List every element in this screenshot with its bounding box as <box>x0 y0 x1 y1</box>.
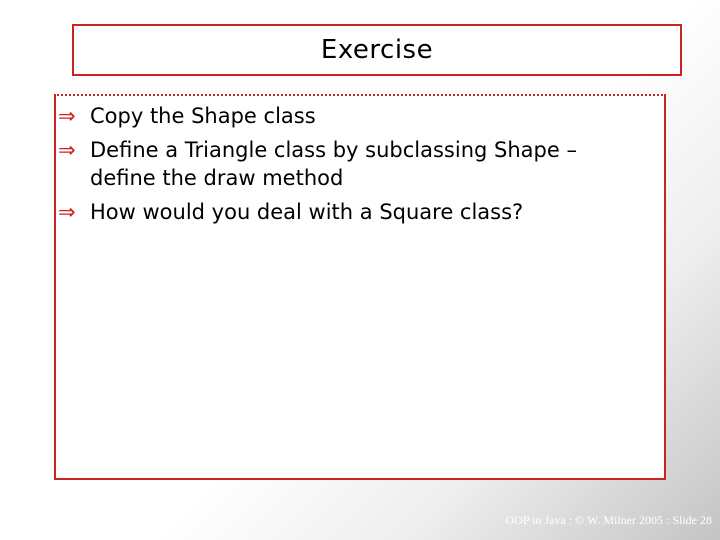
bullet-text: How would you deal with a Square class? <box>90 200 524 224</box>
arrow-bullet-icon: ⇒ <box>58 200 76 224</box>
bullet-item <box>58 136 648 192</box>
title-box <box>72 24 682 76</box>
arrow-bullet-icon: ⇒ <box>58 104 76 128</box>
slide-footer: OOP in Java : © W. Milner 2005 : Slide 28 <box>505 513 712 527</box>
slide-title: Exercise <box>320 35 434 65</box>
bullet-text: Copy the Shape class <box>90 104 316 128</box>
bullet-list <box>58 102 648 232</box>
bullet-item <box>58 102 648 130</box>
bullet-item <box>58 198 648 226</box>
bullet-text: Define a Triangle class by subclassing Shape – define the draw method <box>90 138 577 190</box>
arrow-bullet-icon: ⇒ <box>58 138 76 162</box>
content-box <box>54 94 666 480</box>
